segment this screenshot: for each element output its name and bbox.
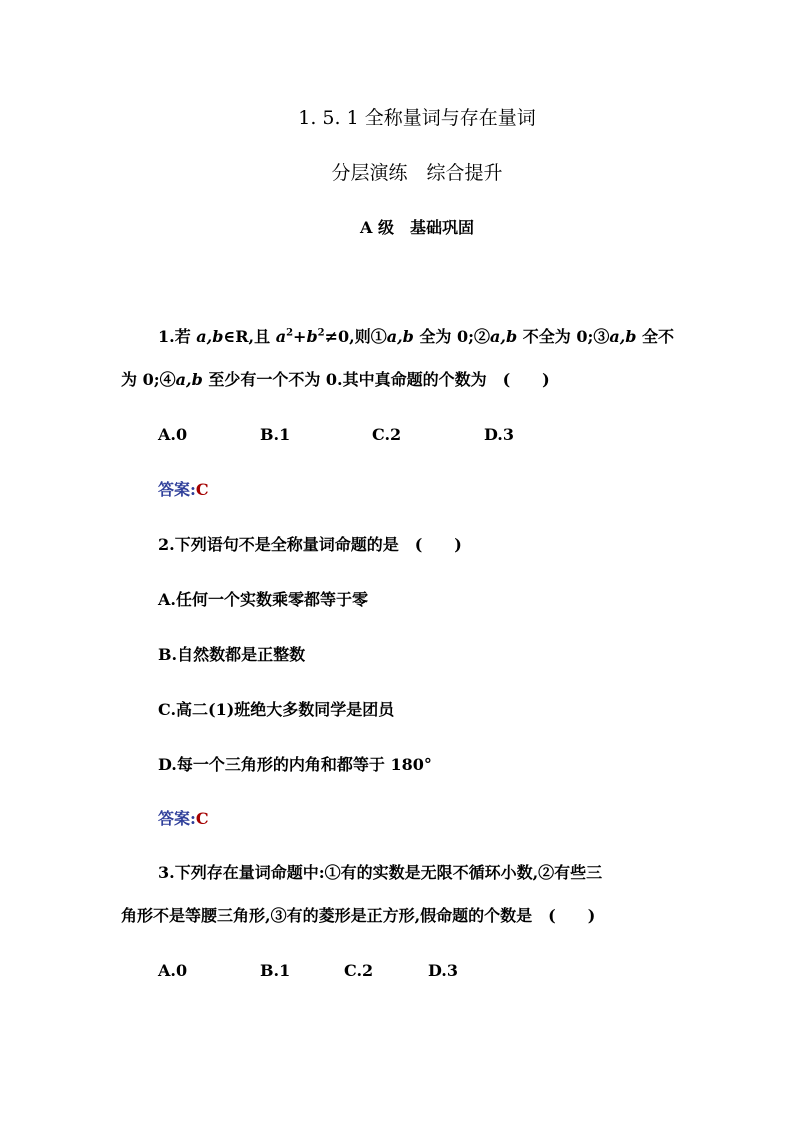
question-3-line-1: 3.下列存在量词命题中:①有的实数是无限不循环小数,②有些三	[158, 863, 603, 882]
q2-option-c: C.高二(1)班绝大多数同学是团员	[158, 700, 395, 719]
question-1-line-2: 为 0;④a,b 至少有一个不为 0.其中真命题的个数为 ( )	[121, 370, 550, 389]
document-subtitle: 分层演练 综合提升	[331, 162, 503, 184]
q3-option-b: B.1	[260, 961, 291, 980]
document-title: 1. 5. 1 全称量词与存在量词	[298, 107, 536, 129]
q1-answer: 答案:C	[158, 480, 209, 499]
level-heading: A 级 基础巩固	[360, 218, 474, 237]
question-3-line-2: 角形不是等腰三角形,③有的菱形是正方形,假命题的个数是 ( )	[121, 906, 596, 925]
question-1-line-1: 1.若 a,b∈R,且 $a^2+b^2\ne 0$,则①a,b 全为 0;②a,b 不全为 0;③a,b 全不	[158, 327, 675, 346]
q1-option-b: B.1	[260, 425, 291, 444]
q3-option-d: D.3	[428, 961, 459, 980]
q2-option-a: A.任何一个实数乘零都等于零	[158, 590, 368, 609]
q1-option-c: C.2	[372, 425, 402, 444]
q2-answer: 答案:C	[158, 809, 209, 828]
q1-option-a: A.0	[158, 425, 188, 444]
question-2-stem: 2.下列语句不是全称量词命题的是 ( )	[158, 535, 462, 554]
q1-option-d: D.3	[484, 425, 515, 444]
q3-option-a: A.0	[158, 961, 188, 980]
q2-option-b: B.自然数都是正整数	[158, 645, 306, 664]
q3-option-c: C.2	[344, 961, 374, 980]
q2-option-d: D.每一个三角形的内角和都等于 180°	[158, 755, 432, 774]
